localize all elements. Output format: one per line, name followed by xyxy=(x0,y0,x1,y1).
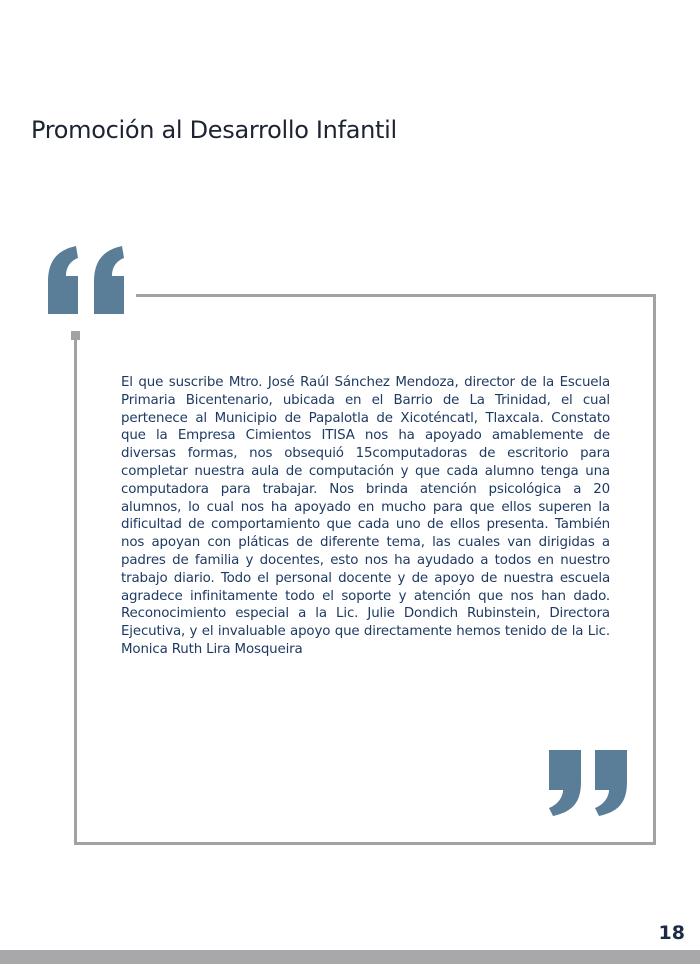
footer-bar xyxy=(0,950,700,964)
frame-top-border xyxy=(136,294,656,297)
frame-left-border xyxy=(74,332,77,845)
close-quote-icon xyxy=(545,748,635,828)
frame-right-border xyxy=(653,294,656,845)
testimonial-text: El que suscribe Mtro. José Raúl Sánchez Mendoza, director de la Escuela Primaria Bicentenario, ubicada en el Barrio de La Trinidad, el cual pertenece al Municipio de Papalotla de Xicoténcatl, Tlaxcala. Constato que la Empresa Cimientos ITISA nos ha apoyado amablemente de diversas formas, nos obsequió 15computadoras de escritorio para completar nuestra aula de computación y que cada alumno tenga una computadora para trabajar. Nos brinda atención psicológica a 20 alumnos, lo cual nos ha apoyado en mucho para que ellos superen la dificultad de comportamiento que cada uno de ellos presenta. También nos apoyan con pláticas de diferente tema, las cuales van dirigidas a padres de familia y docentes, esto nos ha ayudado a todos en nuestro trabajo diario. Todo el personal docente y de apoyo de nuestra escuela agradece infinitamente todo el soporte y atención que nos han dado. Reconocimiento especial a la Lic. Julie Dondich Rubinstein, Directora Ejecutiva, y el invaluable apoyo que directamente hemos tenido de la Lic. Monica Ruth Lira Mosqueira xyxy=(121,375,610,657)
frame-bottom-border xyxy=(74,842,656,845)
frame-corner-cap xyxy=(71,331,80,340)
page-number: 18 xyxy=(658,922,685,944)
page-title: Promoción al Desarrollo Infantil xyxy=(31,116,397,144)
open-quote-icon xyxy=(44,244,134,324)
